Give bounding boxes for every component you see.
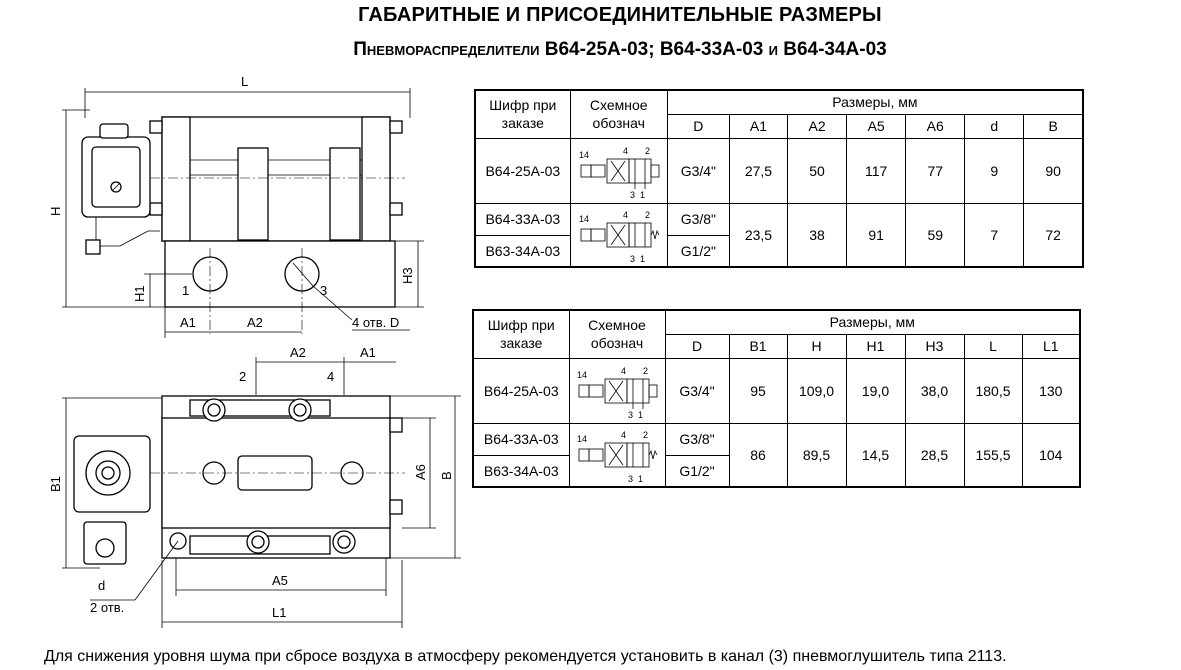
table-row	[473, 423, 1080, 455]
scheme-port-2: 2	[643, 429, 649, 440]
header-scheme: Схемное обознач	[570, 90, 667, 138]
dim-B: B	[439, 471, 454, 480]
col-L: L	[964, 334, 1022, 358]
value-D: G3/8"	[665, 423, 729, 455]
scheme-port-1: 1	[638, 473, 644, 483]
scheme-port-14: 14	[578, 149, 589, 160]
scheme-port-4: 4	[622, 145, 628, 156]
dim-A2-front: A2	[247, 315, 263, 330]
header-dimensions: Размеры, мм	[665, 310, 1080, 334]
table-row	[473, 358, 1080, 423]
value-D: G3/8"	[667, 203, 729, 235]
header-scheme: Схемное обознач	[569, 310, 665, 358]
header-cipher: Шифр при заказе	[475, 90, 570, 138]
scheme-port-1: 1	[638, 409, 644, 419]
col-d: d	[965, 114, 1024, 138]
footer-note: Для снижения уровня шума при сбросе воздуха в атмосферу рекомендуется установить в канал (3) пневмоглушитель типа 2113.	[44, 648, 1007, 665]
value-D: G3/4"	[667, 138, 729, 203]
col-L1: L1	[1022, 334, 1080, 358]
value-A5: 91	[847, 203, 906, 267]
value-D: G1/2"	[665, 455, 729, 487]
dim-d: d	[98, 578, 106, 593]
value-B: 90	[1024, 138, 1083, 203]
scheme-port-2: 2	[644, 145, 650, 156]
dim-A1-front: A1	[180, 315, 196, 330]
scheme-port-3: 3	[629, 253, 635, 263]
valve-schematic-icon	[577, 207, 661, 263]
scheme-port-14: 14	[577, 369, 588, 380]
port-1-label: 1	[182, 283, 190, 298]
page-subtitle: Пневмораспределители В64-25А-03; В64-33А-03 и В64-34А-03	[353, 39, 887, 60]
value-A6: 59	[906, 203, 965, 267]
scheme-symbol	[570, 138, 667, 203]
scheme-symbol	[569, 358, 665, 423]
col-A2: A2	[788, 114, 847, 138]
col-A1: A1	[729, 114, 787, 138]
holes-d-label: 2 отв.	[90, 600, 125, 615]
scheme-port-1: 1	[639, 189, 645, 199]
value-A5: 117	[847, 138, 906, 203]
valve-schematic-icon	[575, 427, 659, 483]
scheme-port-14: 14	[577, 433, 588, 444]
dim-H1: H1	[132, 285, 147, 302]
value-D: G3/4"	[665, 358, 729, 423]
order-code: В64-25А-03	[473, 358, 569, 423]
order-code: В64-33А-03	[475, 203, 570, 235]
port-3-label: 3	[320, 283, 328, 298]
order-code: В63-34А-03	[475, 235, 570, 267]
header-dimensions: Размеры, мм	[667, 90, 1083, 114]
value-B1: 86	[729, 423, 787, 487]
value-L1: 130	[1022, 358, 1080, 423]
col-A6: A6	[906, 114, 965, 138]
value-H: 89,5	[787, 423, 846, 487]
col-H: H	[787, 334, 846, 358]
scheme-port-4: 4	[622, 209, 628, 220]
col-B: B	[1024, 114, 1083, 138]
scheme-symbol	[569, 423, 665, 487]
scheme-port-2: 2	[644, 209, 650, 220]
value-B1: 95	[729, 358, 787, 423]
page-title: ГАБАРИТНЫЕ И ПРИСОЕДИНИТЕЛЬНЫЕ РАЗМЕРЫ	[358, 4, 882, 26]
value-d: 7	[965, 203, 1024, 267]
scheme-port-1: 1	[639, 253, 645, 263]
value-A1: 27,5	[729, 138, 787, 203]
scheme-port-4: 4	[621, 429, 627, 440]
table-row	[475, 203, 1083, 235]
header-cipher: Шифр при заказе	[473, 310, 569, 358]
value-L: 155,5	[964, 423, 1022, 487]
value-B: 72	[1024, 203, 1083, 267]
value-d: 9	[965, 138, 1024, 203]
dimensions-table-1	[474, 89, 1084, 268]
scheme-port-4: 4	[621, 365, 627, 376]
table-row	[475, 138, 1083, 203]
dim-A2-top: A2	[290, 345, 306, 360]
valve-schematic-icon	[577, 143, 661, 199]
port-4-label: 4	[327, 369, 335, 384]
value-H: 109,0	[787, 358, 846, 423]
dimensions-table-2	[472, 309, 1081, 488]
holes-D-label: 4 отв. D	[352, 315, 400, 330]
col-A5: A5	[847, 114, 906, 138]
scheme-port-3: 3	[628, 473, 634, 483]
scheme-symbol	[570, 203, 667, 267]
col-B1: B1	[729, 334, 787, 358]
order-code: В64-25А-03	[475, 138, 570, 203]
dim-H3: H3	[400, 267, 415, 284]
value-A2: 50	[788, 138, 847, 203]
value-L: 180,5	[964, 358, 1022, 423]
col-H1: H1	[846, 334, 905, 358]
scheme-port-2: 2	[643, 365, 649, 376]
col-H3: H3	[905, 334, 964, 358]
dim-L1: L1	[272, 605, 287, 620]
dim-A5: A5	[272, 573, 288, 588]
dim-A6: A6	[413, 464, 428, 480]
col-D: D	[667, 114, 729, 138]
valve-schematic-icon	[575, 363, 659, 419]
technical-drawing	[0, 0, 470, 640]
value-H1: 19,0	[846, 358, 905, 423]
value-H3: 28,5	[905, 423, 964, 487]
dim-H: H	[48, 206, 63, 216]
scheme-port-3: 3	[628, 409, 634, 419]
value-L1: 104	[1022, 423, 1080, 487]
value-A1: 23,5	[729, 203, 787, 267]
dim-L: L	[241, 74, 249, 89]
front-view	[48, 74, 424, 338]
dim-A1-top: A1	[360, 345, 376, 360]
value-D: G1/2"	[667, 235, 729, 267]
scheme-port-14: 14	[578, 213, 589, 224]
value-H1: 14,5	[846, 423, 905, 487]
value-H3: 38,0	[905, 358, 964, 423]
port-2-label: 2	[239, 369, 247, 384]
dim-B1: B1	[48, 476, 63, 492]
order-code: В64-33А-03	[473, 423, 569, 455]
value-A6: 77	[906, 138, 965, 203]
order-code: В63-34А-03	[473, 455, 569, 487]
col-D: D	[665, 334, 729, 358]
value-A2: 38	[788, 203, 847, 267]
scheme-port-3: 3	[629, 189, 635, 199]
top-view	[48, 345, 461, 628]
